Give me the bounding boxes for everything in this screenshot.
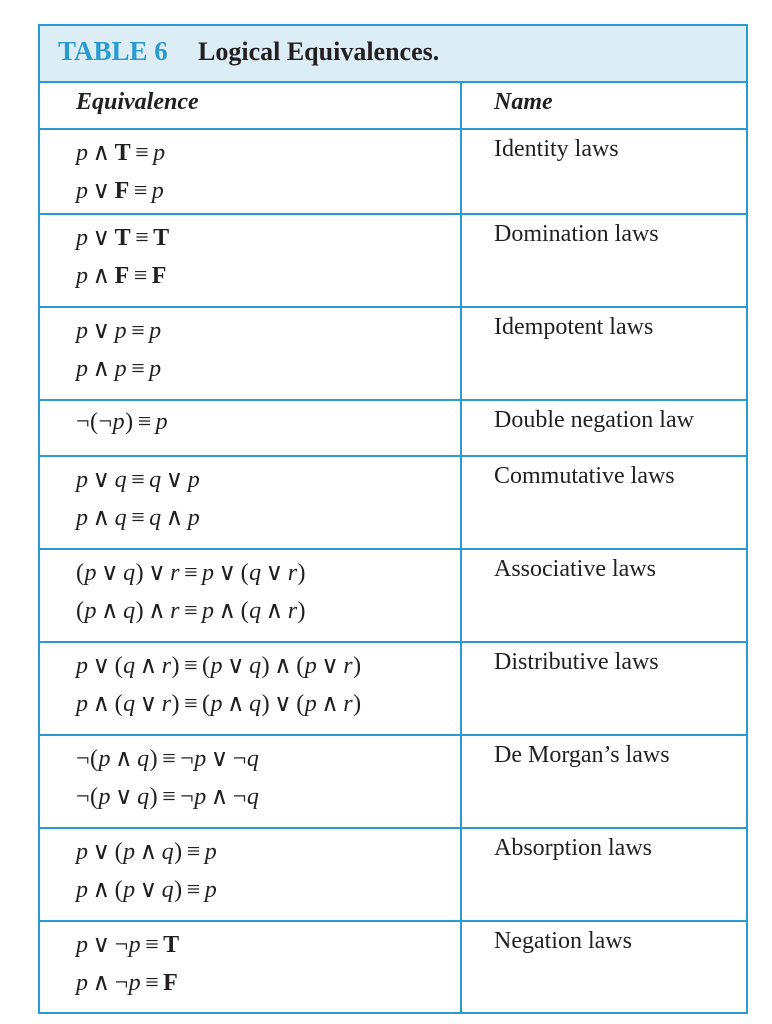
law-name: Domination laws xyxy=(494,221,659,247)
equivalence-formula: p ∨ (p ∧ q) ≡ p xyxy=(76,839,218,865)
law-name: De Morgan’s laws xyxy=(494,742,670,768)
table-row xyxy=(40,550,746,643)
equivalence-formula: p ∧ (q ∨ r) ≡ (p ∧ q) ∨ (p ∧ r) xyxy=(76,691,362,717)
table-header-row xyxy=(40,83,746,130)
table-row xyxy=(40,922,746,1012)
law-name: Double negation law xyxy=(494,407,694,433)
equivalence-formula: p ∧ F ≡ F xyxy=(76,263,167,289)
equivalence-formula: ¬(p ∨ q) ≡ ¬p ∧ ¬q xyxy=(76,784,260,810)
equivalence-formula: p ∨ T ≡ T xyxy=(76,225,170,251)
table-title: Logical Equivalences. xyxy=(198,37,440,66)
equivalence-formula: p ∨ F ≡ p xyxy=(76,178,165,204)
equivalence-formula: ¬(p ∧ q) ≡ ¬p ∨ ¬q xyxy=(76,746,260,772)
law-name: Absorption laws xyxy=(494,835,652,861)
law-name: Idempotent laws xyxy=(494,314,654,340)
equivalence-formula: p ∧ T ≡ p xyxy=(76,140,166,166)
equivalence-formula: p ∨ ¬p ≡ T xyxy=(76,932,180,958)
equivalence-formula: p ∧ q ≡ q ∧ p xyxy=(76,505,201,531)
table-row xyxy=(40,130,746,215)
table-row xyxy=(40,829,746,922)
table-number: TABLE 6 xyxy=(58,36,168,66)
equivalence-formula: (p ∧ q) ∧ r ≡ p ∧ (q ∧ r) xyxy=(76,598,307,624)
table-row xyxy=(40,401,746,457)
table-row xyxy=(40,215,746,308)
law-name: Negation laws xyxy=(494,928,632,954)
header-equivalence: Equivalence xyxy=(76,89,199,115)
table-row xyxy=(40,736,746,829)
equivalence-formula: p ∨ p ≡ p xyxy=(76,318,162,344)
table-row xyxy=(40,643,746,736)
table-title-bar xyxy=(40,26,746,83)
logical-equivalences-table xyxy=(38,24,748,1014)
law-name: Distributive laws xyxy=(494,649,659,675)
equivalence-formula: (p ∨ q) ∨ r ≡ p ∨ (q ∨ r) xyxy=(76,560,307,586)
law-name: Associative laws xyxy=(494,556,656,582)
table-row xyxy=(40,308,746,401)
equivalence-formula: p ∧ ¬p ≡ F xyxy=(76,970,179,996)
table-row xyxy=(40,457,746,550)
law-name: Commutative laws xyxy=(494,463,675,489)
equivalence-formula: ¬(¬p) ≡ p xyxy=(76,409,169,435)
header-name: Name xyxy=(494,89,553,115)
law-name: Identity laws xyxy=(494,136,619,162)
equivalence-formula: p ∧ (p ∨ q) ≡ p xyxy=(76,877,218,903)
equivalence-formula: p ∨ q ≡ q ∨ p xyxy=(76,467,201,493)
equivalence-formula: p ∨ (q ∧ r) ≡ (p ∨ q) ∧ (p ∨ r) xyxy=(76,653,362,679)
equivalence-formula: p ∧ p ≡ p xyxy=(76,356,162,382)
